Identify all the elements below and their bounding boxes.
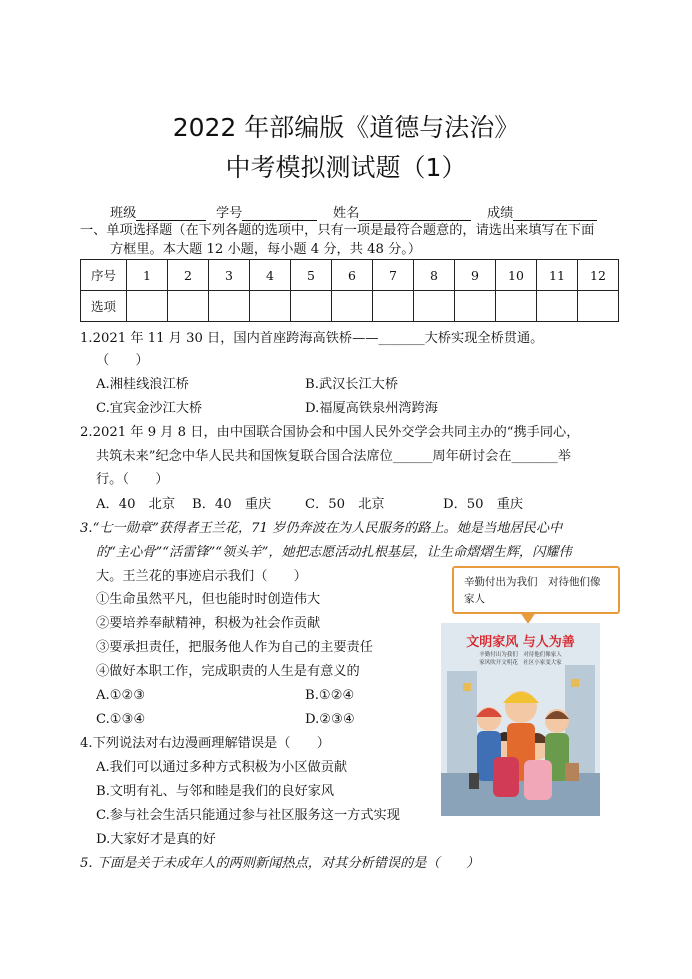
answer-cell[interactable] bbox=[127, 291, 168, 322]
number-cell: 3 bbox=[209, 260, 250, 291]
cartoon-poster bbox=[441, 623, 600, 816]
q4-option-b: B.文明有礼、与邻和睦是我们的良好家风 bbox=[96, 784, 335, 799]
answer-cell[interactable] bbox=[578, 291, 619, 322]
score-label: 成绩 bbox=[487, 206, 514, 221]
answer-cell[interactable] bbox=[537, 291, 578, 322]
q3-statement-3: ③要承担责任，把服务他人作为自己的主要责任 bbox=[96, 640, 373, 655]
page-subtitle: 中考模拟测试题（1） bbox=[225, 153, 467, 182]
name-label: 姓名 bbox=[333, 206, 360, 221]
q3-stem-line3: 大。王兰花的事迹启示我们（ ） bbox=[96, 569, 307, 584]
answer-cell[interactable] bbox=[496, 291, 537, 322]
info-id bbox=[216, 202, 317, 221]
answer-cell[interactable] bbox=[209, 291, 250, 322]
answer-cell[interactable] bbox=[414, 291, 455, 322]
q1-option-c: C.宜宾金沙江大桥 bbox=[96, 401, 203, 416]
poster-subtitle-2: 家风吹开文明花 社区小家变大家 bbox=[479, 660, 562, 666]
answer-table-option-row bbox=[81, 291, 619, 322]
q2-option-a: A．40 北京 bbox=[96, 497, 176, 512]
q4-option-c: C.参与社会生活只能通过参与社区服务这一方式实现 bbox=[96, 808, 400, 823]
row-label-number: 序号 bbox=[81, 260, 127, 291]
q1-stem: 1.2021 年 11 月 30 日，国内首座跨海高铁桥——_______大桥实现全桥贯通。 bbox=[80, 331, 544, 346]
q2-stem-line2: 共筑未来”纪念中华人民共和国恢复联合国合法席位______周年研讨会在_______举 bbox=[96, 449, 571, 464]
q3-statement-4: ④做好本职工作，完成职责的人生是有意义的 bbox=[96, 664, 360, 679]
q2-option-c: C．50 北京 bbox=[305, 497, 385, 512]
q4-option-d: D.大家好才是真的好 bbox=[96, 832, 216, 847]
number-cell: 6 bbox=[332, 260, 373, 291]
answer-cell[interactable] bbox=[250, 291, 291, 322]
info-name bbox=[333, 202, 471, 221]
q3-option-d: D.②③④ bbox=[305, 712, 355, 727]
answer-table-number-row bbox=[81, 260, 619, 291]
page-title: 2022 年部编版《道德与法治》 bbox=[172, 113, 520, 142]
number-cell: 10 bbox=[496, 260, 537, 291]
name-blank[interactable] bbox=[359, 206, 471, 221]
number-cell: 4 bbox=[250, 260, 291, 291]
number-cell: 8 bbox=[414, 260, 455, 291]
answer-cell[interactable] bbox=[332, 291, 373, 322]
q3-statement-2: ②要培养奉献精神，积极为社会作贡献 bbox=[96, 616, 321, 631]
q3-option-a: A.①②③ bbox=[96, 688, 146, 703]
info-score bbox=[487, 202, 597, 221]
q3-stem-line1: 3.“七一勋章”获得者王兰花，71 岁仍奔波在为人民服务的路上。她是当地居民心中 bbox=[80, 521, 563, 536]
number-cell: 2 bbox=[168, 260, 209, 291]
number-cell: 9 bbox=[455, 260, 496, 291]
q3-statement-1: ①生命虽然平凡，但也能时时创造伟大 bbox=[96, 592, 321, 607]
id-blank[interactable] bbox=[242, 206, 317, 221]
q4-stem: 4.下列说法对右边漫画理解错误是（ ） bbox=[80, 736, 330, 751]
q2-option-b: B．40 重庆 bbox=[192, 497, 272, 512]
section1-instruction-line2: 方框里。本大题 12 小题，每小题 4 分，共 48 分。） bbox=[110, 242, 422, 257]
q4-option-a: A.我们可以通过多种方式积极为小区做贡献 bbox=[96, 760, 348, 775]
number-cell: 11 bbox=[537, 260, 578, 291]
number-cell: 1 bbox=[127, 260, 168, 291]
q5-stem: 5. 下面是关于未成年人的两则新闻热点，对其分析错误的是（ ） bbox=[80, 856, 480, 871]
q3-stem-line2: 的“主心骨”“活雷锋”“领头羊”，她把志愿活动扎根基层，让生命熠熠生辉，闪耀伟 bbox=[96, 545, 572, 560]
class-blank[interactable] bbox=[136, 206, 206, 221]
callout-text: 辛勤付出为我们 对待他们像家人 bbox=[464, 576, 601, 605]
poster-title: 文明家风 与人为善 bbox=[466, 635, 575, 650]
row-label-option: 选项 bbox=[81, 291, 127, 322]
number-cell: 12 bbox=[578, 260, 619, 291]
class-label: 班级 bbox=[110, 206, 137, 221]
q1-option-a: A.湘桂线浪江桥 bbox=[96, 377, 189, 392]
score-blank[interactable] bbox=[513, 206, 597, 221]
q1-option-d: D.福厦高铁泉州湾跨海 bbox=[305, 401, 438, 416]
q3-option-c: C.①③④ bbox=[96, 712, 146, 727]
info-class bbox=[110, 202, 206, 221]
answer-cell[interactable] bbox=[455, 291, 496, 322]
q1-option-b: B.武汉长江大桥 bbox=[305, 377, 399, 392]
number-cell: 7 bbox=[373, 260, 414, 291]
section1-instruction-line1: 一、单项选择题（在下列各题的选项中，只有一项是最符合题意的，请选出来填写在下面 bbox=[80, 223, 595, 238]
answer-cell[interactable] bbox=[168, 291, 209, 322]
q3-option-b: B.①②④ bbox=[305, 688, 355, 703]
answer-table bbox=[80, 259, 619, 322]
answer-cell[interactable] bbox=[373, 291, 414, 322]
cartoon-callout bbox=[452, 566, 620, 614]
q2-stem-line1: 2.2021 年 9 月 8 日，由中国联合国协会和中国人民外交学会共同主办的“携手同心， bbox=[80, 425, 580, 440]
id-label: 学号 bbox=[216, 206, 243, 221]
q2-stem-line3: 行。（ ） bbox=[96, 472, 169, 487]
q1-paren: （ ） bbox=[96, 353, 149, 368]
number-cell: 5 bbox=[291, 260, 332, 291]
poster-subtitle-1: 辛勤付出为我们 对待他们像家人 bbox=[479, 652, 562, 658]
q2-option-d: D．50 重庆 bbox=[443, 497, 524, 512]
answer-cell[interactable] bbox=[291, 291, 332, 322]
